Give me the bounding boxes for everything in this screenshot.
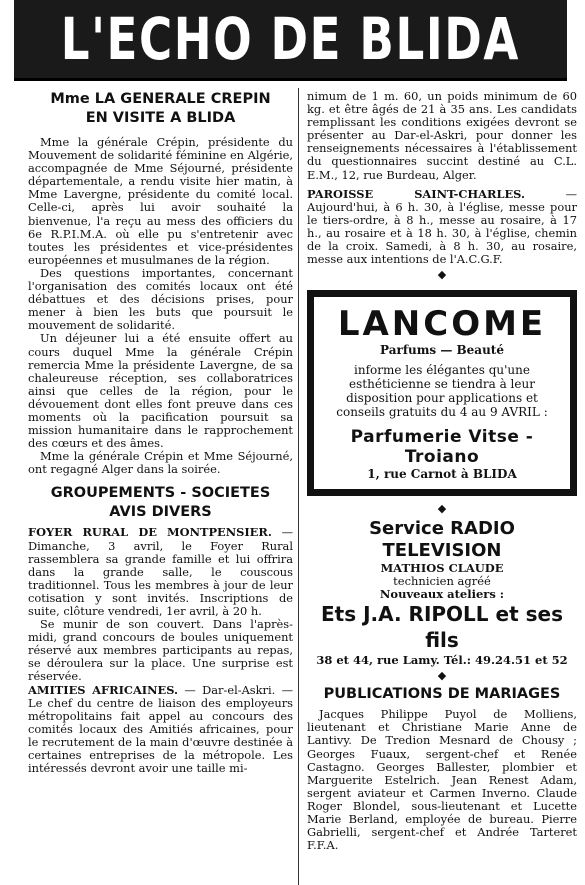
service-name: MATHIOS CLAUDE [380, 561, 504, 576]
column-divider [298, 88, 299, 885]
crepin-title-line2: EN VISITE A BLIDA [85, 110, 236, 126]
crepin-paragraph-1: Mme la générale Crépin, présidente du Mouvement de solidarité féminine en Algérie, accompagnée de Mme Séjourné, présidente départementale, a rendu visite hier matin, à Mme Lavergne, présidente du comité local. Celle-ci, après lui avoir souhaité la bienvenue, l'a reçu au mess des officiers du 6e R.P.I.M.A. où elle pu s'entretenir avec toutes les présidentes et vice-présidentes européennes et musulmanes de la région. [28, 135, 293, 267]
crepin-title-line1: Mme LA GENERALE CREPIN [50, 91, 271, 107]
foyer-heading: FOYER RURAL DE MONTPENSIER. [28, 525, 272, 540]
amities-continuation: nimum de 1 m. 60, un poids minimum de 60 kg. et être âgés de 21 à 35 ans. Les candidats remplissant les conditions exigées devront se présenter au Dar-el-Askri, pour donner les renseignements nécessaires à l'établissement du questionnaires succint destiné au C.L. E.M., 12, rue Burdeau, Alger. [307, 90, 577, 182]
lancome-advertisement [307, 290, 577, 496]
crepin-paragraph-3: Un déjeuner lui a été ensuite offert au cours duquel Mme la générale Crépin remercia Mme la présidente Lavergne, de sa chaleureuse réception, ses collaboratrices ainsi que celles de la région, pour le dévouement dont elles font preuve dans ces moments où la pacification poursuit sa mission humanitaire dans le rapprochement des cœurs et des âmes. [28, 331, 293, 451]
foyer-paragraph-1 [28, 526, 293, 618]
groupements-title-line1: GROUPEMENTS - SOCIETES [50, 485, 271, 502]
lancome-subtitle: Parfums — Beauté [380, 343, 504, 358]
amities-heading: AMITIES AFRICAINES. [28, 682, 179, 697]
foyer-text-1: — Dimanche, 3 avril, le Foyer Rural rassemblera sa grande famille et lui offrira dans la grande salle, le couscous traditionnel. Tous les membres à jour de leur cotisation y sont invités. Inscriptions de suite, clôture vendredi, 1er avril, à 20 h. [28, 525, 293, 618]
lancome-text: informe les élégantes qu'une esthéticienne se tiendra à leur disposition pour applications et conseils gratuits du 4 au 9 AVRIL : [336, 363, 548, 420]
mariages-title: PUBLICATIONS DE MARIAGES [323, 686, 561, 703]
service-role: technicien agréé [393, 574, 491, 589]
lancome-logo: LANCOME [337, 304, 547, 345]
right-column [307, 90, 577, 885]
service-title: Service RADIO TELEVISION [369, 518, 515, 562]
left-column [28, 90, 293, 885]
masthead-title: L'ECHO DE BLIDA [60, 5, 521, 73]
lancome-shop-name: Parfumerie Vitse - Troiano [350, 427, 534, 468]
foyer-paragraph-2: Se munir de son couvert. Dans l'après-midi, grand concours de boules uniquement réservé aux membres participants au repas, se déroulera sur la place. Une surprise est réservée. [28, 617, 293, 684]
mariages-text: Jacques Philippe Puyol de Molliens, lieutenant et Christiane Marie Anne de Lantivy. De Tredion Mesnard de Chousy ; Georges Fuaux, sergent-chef et Renée Castagno. Georges Ballester, plombier et Marguerite Estelrich. Jean Renest Adam, sergent aviateur et Carmen Inverno. Claude Roger Blondel, sous-lieutenant et Lucette Marie Berland, employée de bureau. Pierre Gabrielli, sergent-chef et Andrée Tarteret F.F.A. [307, 707, 577, 853]
diamond-separator-3: ◆ [437, 669, 447, 683]
service-new-workshops: Nouveaux ateliers : [379, 587, 505, 602]
amities-paragraph [28, 684, 293, 776]
lancome-address: 1, rue Carnot à BLIDA [367, 467, 517, 482]
masthead [14, 0, 567, 81]
diamond-separator-1: ◆ [437, 268, 447, 282]
crepin-paragraph-2: Des questions importantes, concernant l'organisation des comités locaux ont été débattues et des décisions prises, pour mener à bien les buts que poursuit le mouvement de solidarité. [28, 265, 293, 333]
amities-text: — Dar-el-Askri. — Le chef du centre de liaison des employeurs métropolitains fait appel au concours des comités locaux des Amitiés africaines, pour le recrutement de la main d'œuvre destinée à certaines entreprises de la métropole. Les intéressés devront avoir une taille mi- [28, 682, 293, 776]
paroisse-heading: PAROISSE SAINT-CHARLES. [307, 186, 525, 201]
crepin-paragraph-4: Mme la générale Crépin et Mme Séjourné, ont regagné Alger dans la soirée. [28, 449, 293, 477]
groupements-title-line2: AVIS DIVERS [109, 504, 212, 521]
diamond-separator-2: ◆ [437, 502, 447, 516]
service-address: 38 et 44, rue Lamy. Tél.: 49.24.51 et 52 [316, 653, 568, 668]
paroisse-paragraph [307, 188, 577, 267]
service-company: Ets J.A. RIPOLL et ses fils [321, 602, 563, 653]
paroisse-text: — Aujourd'hui, à 6 h. 30, à l'église, messe pour le tiers-ordre, à 8 h., messe au rosaire, à 17 h., au rosaire et à 18 h. 30, à l'église, chemin de la croix. Samedi, à 8 h. 30, au rosaire, messe aux intentions de l'A.C.G.F. [307, 186, 577, 267]
